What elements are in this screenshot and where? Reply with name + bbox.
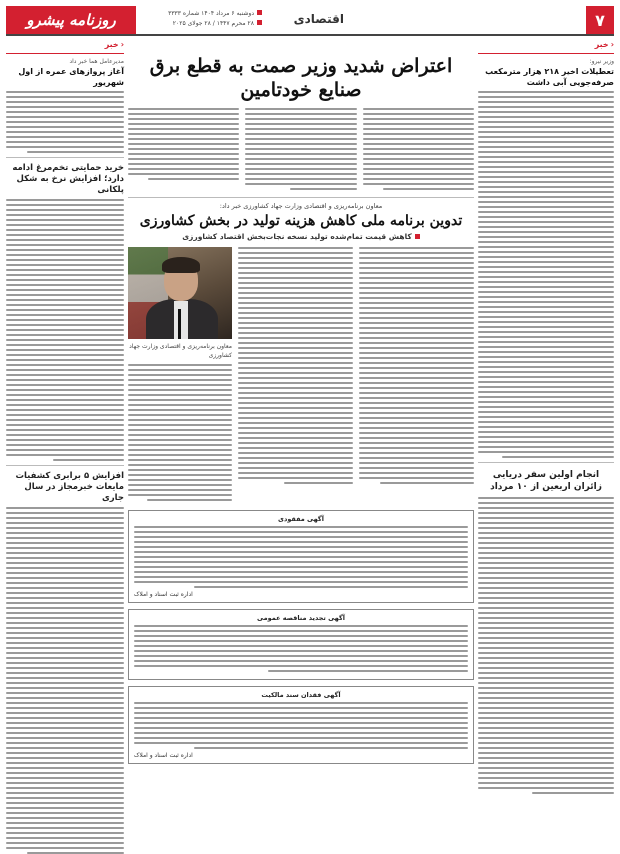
left-story1-kicker: مدیرعامل هما خبر داد — [69, 58, 124, 65]
sub-story-body-3 — [128, 364, 232, 501]
right-tag-bar — [478, 40, 614, 54]
divider — [6, 157, 124, 158]
left-column — [6, 40, 124, 830]
square-bullet-icon — [415, 234, 420, 239]
masthead — [6, 6, 614, 36]
right-column — [478, 40, 614, 830]
chevron-icon: ‹ — [610, 40, 614, 49]
right-story1-kicker: وزیر نیرو: — [589, 58, 614, 65]
divider — [128, 197, 474, 198]
notice-1 — [128, 510, 474, 603]
main-story-body — [128, 108, 474, 193]
bullet-icon — [257, 20, 262, 25]
page-number: ۷ — [586, 6, 614, 34]
sub-story-kicker: معاون برنامه‌ریزی و اقتصادی وزارت جهاد کشاورزی خبر داد: — [219, 202, 383, 210]
bullet-icon — [257, 10, 262, 15]
center-column — [128, 40, 474, 830]
photo-caption: معاون برنامه‌ریزی و اقتصادی وزارت جهاد کشاورزی — [129, 343, 232, 359]
right-story1-body — [478, 91, 614, 458]
sub-story-body-2 — [238, 247, 353, 504]
notice-3-title: آگهی فقدان سند مالکیت — [261, 691, 341, 699]
newspaper-logo: روزنامه پیشرو — [6, 6, 136, 34]
right-story2-body — [478, 497, 614, 794]
left-tag: ‹خبر — [101, 40, 124, 49]
notice-2 — [128, 609, 474, 680]
left-story1-body — [6, 91, 124, 153]
sub-story-area — [128, 247, 474, 504]
main-headline: اعتراض شدید وزیر صمت به قطع برق صنایع خودتامین — [149, 55, 453, 101]
right-tag: ‹خبر — [591, 40, 614, 49]
sub-story-headline: تدوین برنامه ملی کاهش هزینه تولید در بخش کشاورزی — [139, 213, 463, 229]
photo-column — [128, 247, 232, 504]
issue-info — [142, 9, 262, 29]
left-story3-body — [6, 507, 124, 854]
notice-2-title: آگهی تجدید مناقصه عمومی — [257, 614, 345, 622]
sub-story-body-1 — [359, 247, 474, 504]
left-story2-headline: خرید حمایتی تخم‌مرغ ادامه دارد؛ افزایش نرخ به شکل پلکانی — [12, 163, 124, 195]
notice-3 — [128, 686, 474, 764]
official-photo — [128, 247, 232, 339]
right-story1-headline: تعطیلات اخیر ۲۱۸ هزار مترمکعب صرفه‌جویی آبی داشت — [485, 67, 614, 87]
left-story1-headline: آغاز پروازهای عمره از اول شهریور — [18, 67, 124, 87]
notice-1-signature: اداره ثبت اسناد و املاک — [134, 591, 193, 598]
left-tag-bar — [6, 40, 124, 54]
date-line-2: ۲۸ محرم ۱۴۴۷ / ۲۸ جولای ۲۰۲۵ — [172, 20, 254, 27]
divider — [6, 465, 124, 466]
left-story3-headline: افزایش ۵ برابری کشفیات مایعات خبرمجاز در سال جاری — [15, 471, 124, 503]
section-title: اقتصادی — [293, 12, 344, 26]
chevron-icon: ‹ — [120, 40, 124, 49]
date-line-1: دوشنبه ۶ مرداد ۱۴۰۴ شماره ۳۳۳۳ — [168, 10, 254, 17]
sub-story-dek: کاهش قیمت تمام‌شده تولید نسخه نجات‌بخش اقتصاد کشاورزی — [128, 232, 474, 241]
left-story2-body — [6, 199, 124, 461]
notice-1-title: آگهی مفقودی — [278, 515, 324, 523]
divider — [478, 462, 614, 463]
right-story2-headline: انجام اولین سفر دریایی زائران اربعین از ۱۰ مرداد — [490, 470, 602, 492]
notice-3-signature: اداره ثبت اسناد و املاک — [134, 752, 193, 759]
